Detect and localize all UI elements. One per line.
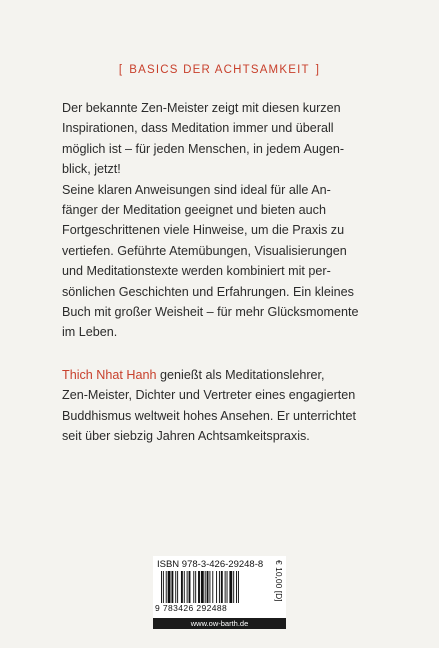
series-title: BASICS DER ACHTSAMKEIT (129, 64, 310, 76)
barcode-bars (161, 571, 269, 603)
author-bio (62, 365, 392, 447)
barcode-bar (205, 571, 206, 603)
blurb-line: Inspirationen, dass Meditation immer und überall (62, 121, 334, 136)
barcode-bar (219, 571, 220, 603)
isbn-number: ISBN 978-3-426-29248-8 (157, 559, 264, 570)
barcode-bar (221, 571, 223, 603)
author-bio-rest: genießt als Meditationslehrer, (156, 368, 325, 382)
barcode-bar (193, 571, 194, 603)
author-bio-line (62, 365, 392, 385)
barcode-bar (168, 571, 171, 603)
blurb-line: Buch mit großer Weisheit – für mehr Glücksmomente (62, 305, 359, 320)
blurb-line: möglich ist – für jeden Menschen, in jedem Augen- (62, 141, 345, 156)
barcode-bar (163, 571, 164, 603)
blurb-paragraph-1 (62, 98, 392, 343)
barcode-bar (229, 571, 232, 603)
barcode-bar (207, 571, 209, 603)
author-bio-line: Zen-Meister, Dichter und Vertreter eines engagierten (62, 388, 356, 403)
barcode-bar (201, 571, 204, 603)
barcode-bar (198, 571, 200, 603)
barcode-bar (171, 571, 173, 603)
publisher-url: www.ow-barth.de (153, 618, 286, 629)
blurb-line: blick, jetzt! (62, 162, 121, 177)
barcode-bar (236, 571, 237, 603)
barcode-bar (209, 571, 210, 603)
price-label: € 10,00 [D] (274, 560, 284, 602)
barcode-bar (184, 571, 185, 603)
barcode-bar (233, 571, 234, 603)
barcode-box (153, 556, 286, 618)
blurb-line: vertiefen. Geführte Atemübungen, Visualisierungen (62, 243, 347, 258)
blurb-line: im Leben. (62, 325, 118, 340)
barcode-bar (161, 571, 162, 603)
series-header (0, 64, 439, 76)
barcode-bar (189, 571, 191, 603)
blurb-line: sönlichen Geschichten und Erfahrungen. Ein kleines (62, 284, 354, 299)
barcode-bar (216, 571, 217, 603)
barcode-digits: 9 783426 292488 (155, 603, 228, 613)
barcode-bar (166, 571, 167, 603)
barcode-bar (181, 571, 183, 603)
barcode-bar (227, 571, 228, 603)
barcode-bar (238, 571, 239, 603)
blurb-line: fänger der Meditation geeignet und bieten auch (62, 203, 326, 218)
blurb-line: und Meditationstexte werden kombiniert mit per- (62, 264, 331, 279)
author-bio-line: seit über siebzig Jahren Achtsamkeitspraxis. (62, 429, 310, 444)
blurb-line: Der bekannte Zen-Meister zeigt mit diesen kurzen (62, 101, 341, 115)
barcode-bar (195, 571, 196, 603)
barcode-bar (177, 571, 178, 603)
blurb-line: Seine klaren Anweisungen sind ideal für alle An- (62, 182, 331, 197)
barcode-bar (225, 571, 226, 603)
series-close-bracket: ] (315, 64, 321, 76)
blurb-line: Fortgeschrittenen viele Hinweise, um die Praxis zu (62, 223, 345, 238)
series-open-bracket: [ (118, 64, 124, 76)
barcode-bar (175, 571, 176, 603)
barcode-bar (187, 571, 188, 603)
author-bio-line: Buddhismus weltweit hohes Ansehen. Er unterrichtet (62, 408, 357, 423)
author-name: Thich Nhat Hanh (62, 368, 157, 382)
barcode-bar (212, 571, 213, 603)
